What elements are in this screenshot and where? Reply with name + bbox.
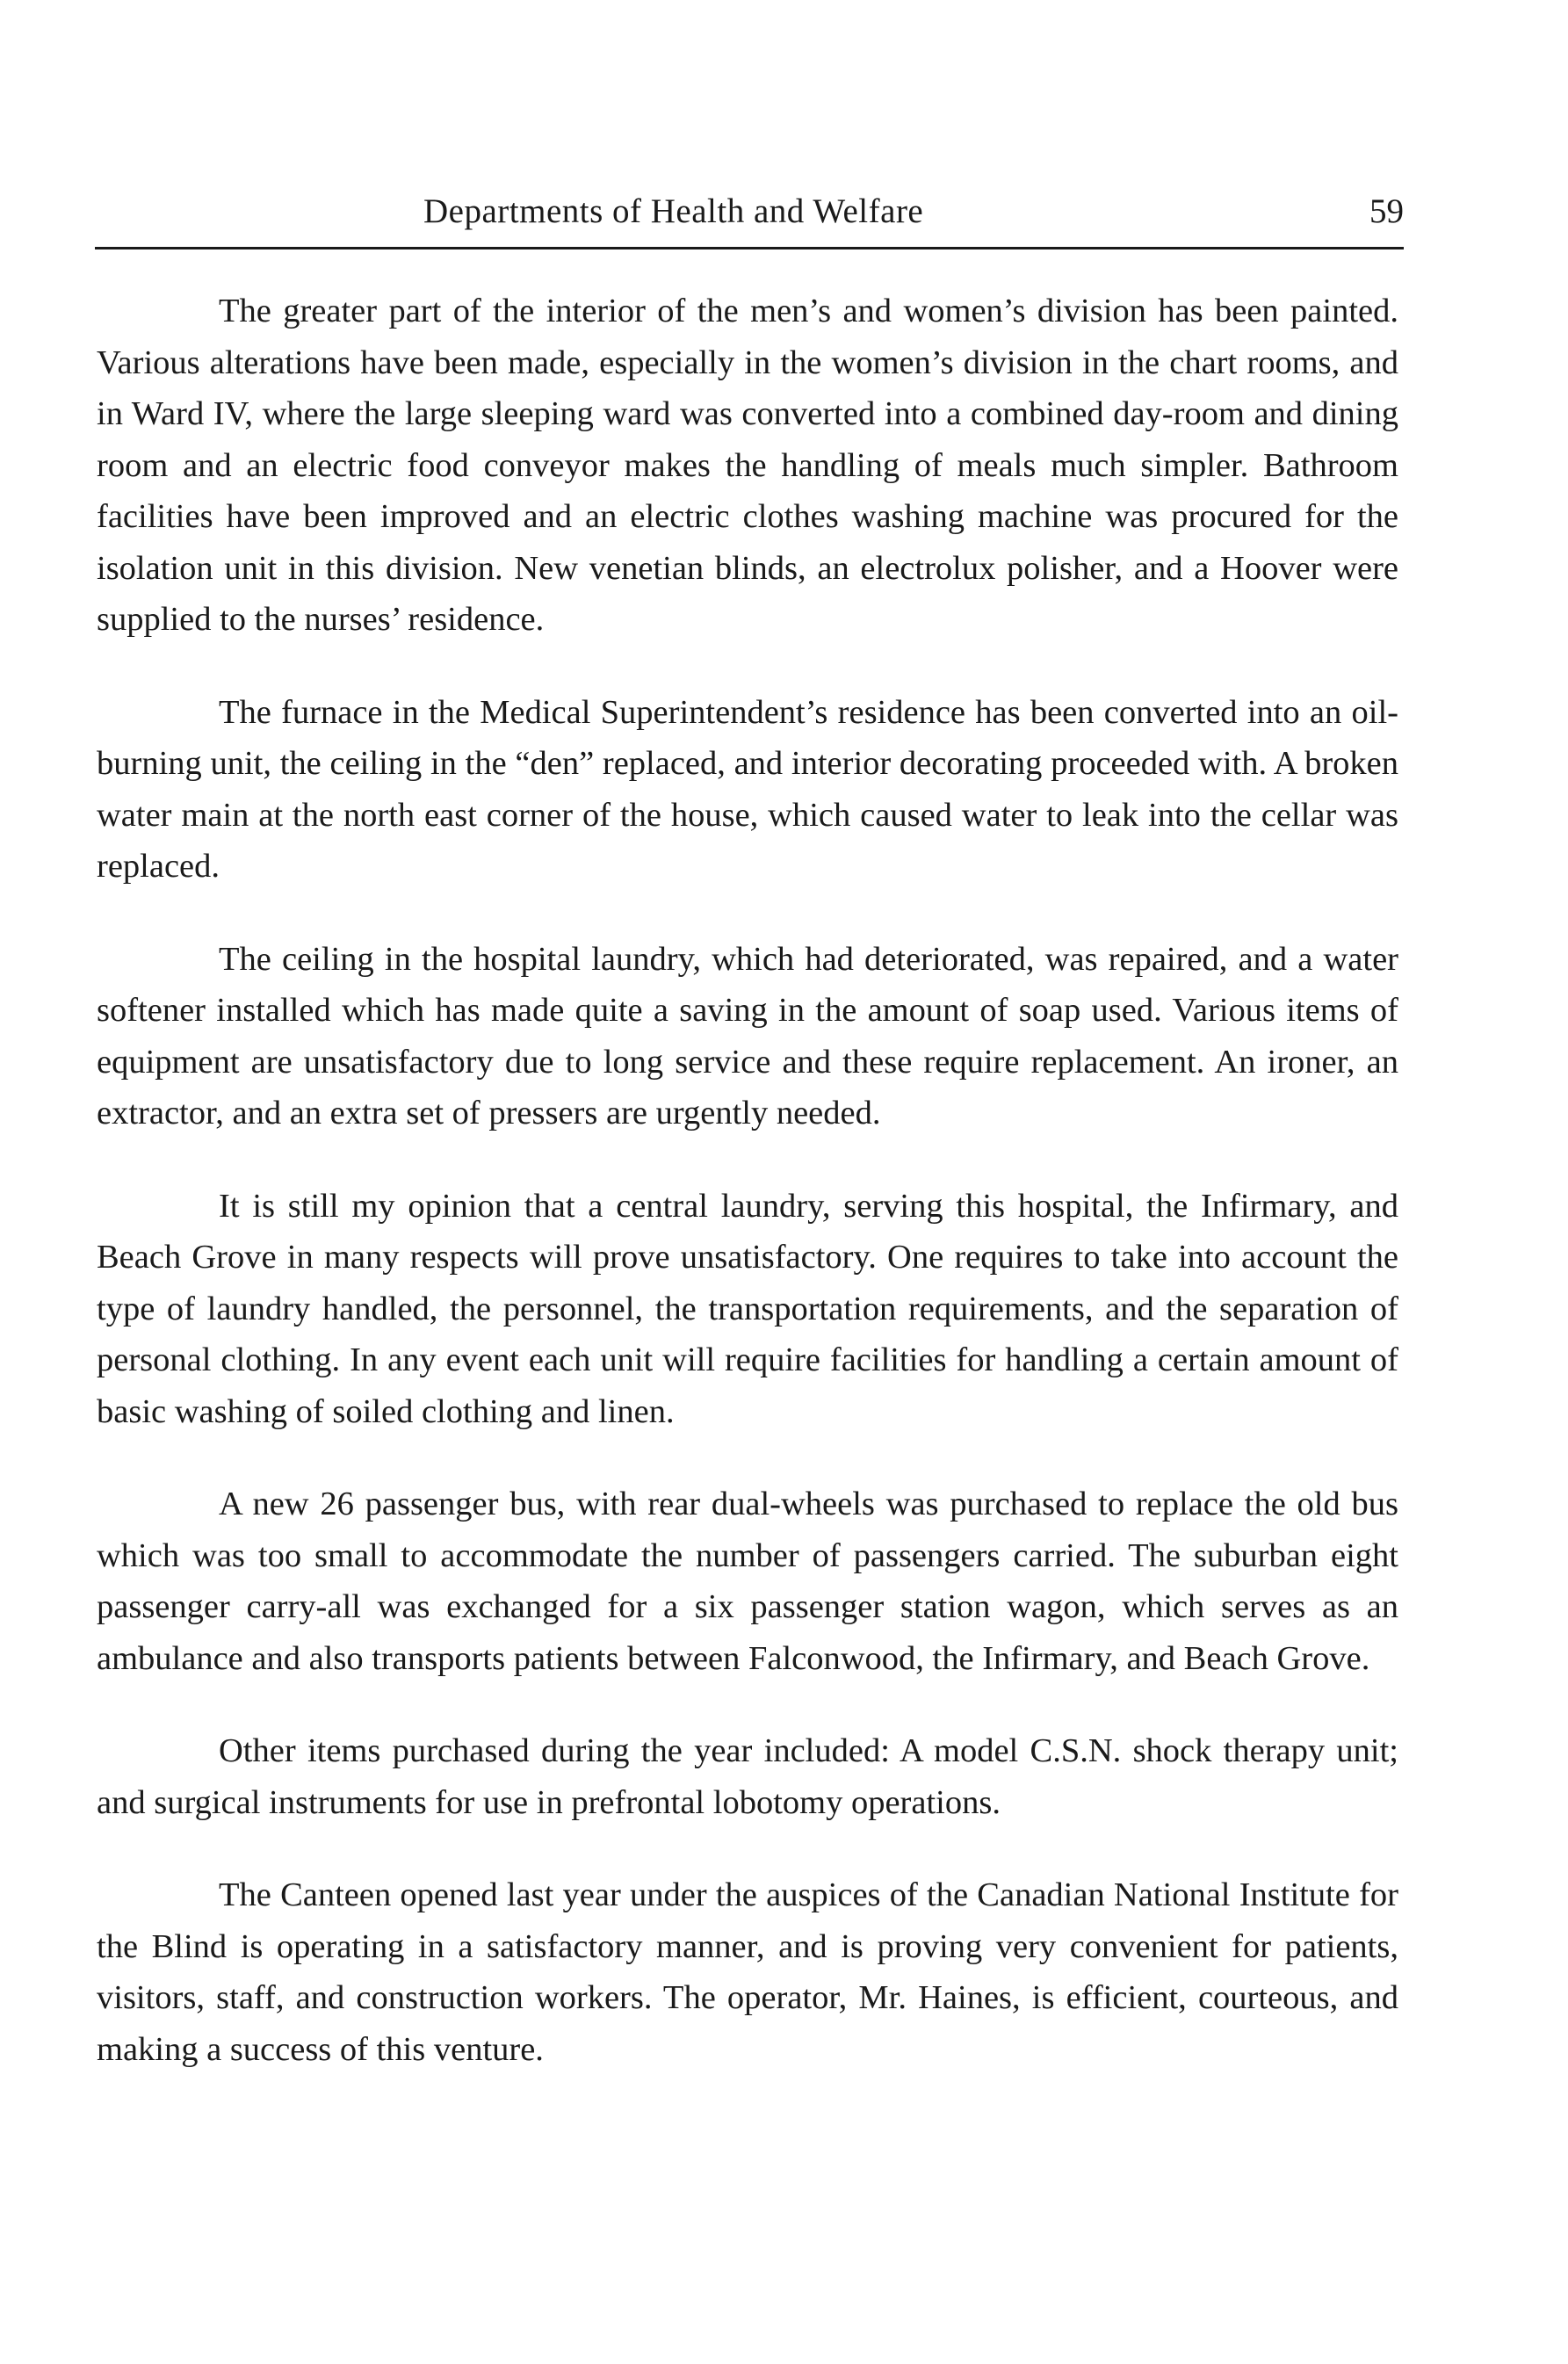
running-header: [95, 192, 1404, 244]
paragraph-other-purchases: Other items purchased during the year included: A model C.S.N. shock therapy unit; and surgical instruments for use in prefrontal lobotomy operations.: [97, 1732, 1398, 1821]
paragraph-passenger-bus: A new 26 passenger bus, with rear dual-wheels was purchased to replace the old bus which was too small to accommodate the number of passengers carried. The suburban eight passenger carry-all was exchanged for a six passenger station wagon, which serves as an ambulance and also transports patients between Falconwood, the Infirmary, and Beach Grove.: [97, 1486, 1398, 1677]
paragraph-superintendent-residence: The furnace in the Medical Superintendent’s residence has been converted into an oil-burning unit, the ceiling in the “den” replaced, and interior decorating proceeded with. A broken water main at the north east corner of the house, which caused water to leak into the cellar was replaced.: [97, 693, 1398, 885]
header-title: Departments of Health and Welfare: [423, 192, 924, 230]
page-number: 59: [1369, 192, 1404, 230]
paragraph-hospital-laundry: The ceiling in the hospital laundry, which had deteriorated, was repaired, and a water softener installed which has made quite a saving in the amount of soap used. Various items of equipment are unsatisfactory due to long service and these require replacement. An ironer, an extractor, and an extra set of pressers are urgently needed.: [97, 940, 1398, 1131]
body-text: [97, 286, 1398, 2116]
paragraph-canteen: The Canteen opened last year under the auspices of the Canadian National Institute for the Blind is operating in a satisfactory manner, and is proving very convenient for patients, visitors, staff, and construction workers. The operator, Mr. Haines, is efficient, courteous, and making a success of this venture.: [97, 1876, 1398, 2068]
paragraph-interior-painting: The greater part of the interior of the men’s and women’s division has been painted. Various alterations have been made, especially in the women’s division in the chart rooms, and in Ward IV, where the large sleeping ward was converted into a combined day-room and dining room and an electric food conveyor makes the handling of meals much simpler. Bathroom facilities have been improved and an electric clothes washing machine was procured for the isolation unit in this division. New venetian blinds, an electrolux polisher, and a Hoover were supplied to the nurses’ residence.: [97, 293, 1398, 638]
header-rule: [95, 247, 1404, 249]
paragraph-central-laundry-opinion: It is still my opinion that a central laundry, serving this hospital, the Infirmary, and Beach Grove in many respects will prove unsatisfactory. One requires to take into account the type of laundry handled, the personnel, the transportation requirements, and the separation of personal clothing. In any event each unit will require facilities for handling a certain amount of basic washing of soiled clothing and linen.: [97, 1187, 1398, 1430]
